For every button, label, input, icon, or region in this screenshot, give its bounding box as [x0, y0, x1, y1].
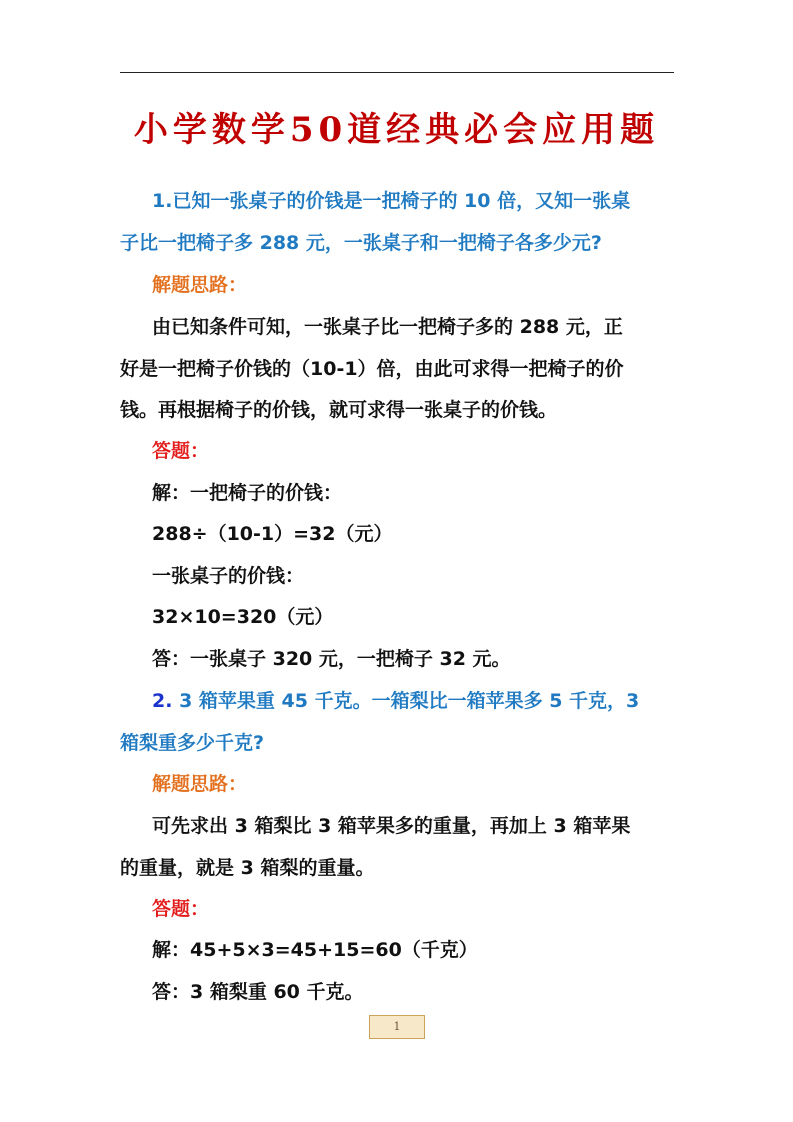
problem2-number: 2. — [152, 690, 173, 712]
page-title: 小学数学50道经典必会应用题 — [133, 110, 660, 150]
problem2-question-line2: 箱梨重多少千克? — [120, 732, 265, 754]
problem1-thought-line3: 钱。再根据椅子的价钱，就可求得一张桌子的价钱。 — [120, 399, 558, 421]
problem1-question-line2: 子比一把椅子多 288 元，一张桌子和一把椅子各多少元? — [120, 232, 602, 254]
problem2-thought-heading: 解题思路： — [152, 773, 248, 795]
problem1-thought-heading: 解题思路： — [152, 274, 248, 296]
problem1-answer-heading: 答题： — [152, 440, 210, 462]
problem1-thought-line2: 好是一把椅子价钱的（10-1）倍，由此可求得一把椅子的价 — [120, 358, 624, 380]
problem2-question-line1 — [152, 687, 682, 715]
problem1-final-answer: 答：一张桌子 320 元，一把椅子 32 元。 — [152, 648, 511, 670]
problem2-thought-line2: 的重量，就是 3 箱梨的重量。 — [120, 857, 375, 879]
header-rule — [120, 72, 674, 73]
page-number: 1 — [369, 1015, 425, 1039]
problem2-solution-line1: 解：45+5×3=45+15=60（千克） — [152, 939, 478, 961]
problem1-solution-line3: 一张桌子的价钱： — [152, 565, 305, 587]
problem1-thought-line1: 由已知条件可知，一张桌子比一把椅子多的 288 元，正 — [152, 316, 623, 338]
problem2-thought-line1: 可先求出 3 箱梨比 3 箱苹果多的重量，再加上 3 箱苹果 — [152, 815, 631, 837]
problem1-question-line1: 1.已知一张桌子的价钱是一把椅子的 10 倍，又知一张桌 — [152, 190, 631, 212]
problem2-question-text: 3 箱苹果重 45 千克。一箱梨比一箱苹果多 5 千克，3 — [172, 690, 640, 712]
problem1-solution-line1: 解：一把椅子的价钱： — [152, 482, 343, 504]
problem2-final-answer: 答：3 箱梨重 60 千克。 — [152, 981, 364, 1003]
problem2-answer-heading: 答题： — [152, 898, 210, 920]
problem1-solution-line2: 288÷（10-1）=32（元） — [152, 523, 393, 545]
problem1-solution-line4: 32×10=320（元） — [152, 606, 334, 628]
